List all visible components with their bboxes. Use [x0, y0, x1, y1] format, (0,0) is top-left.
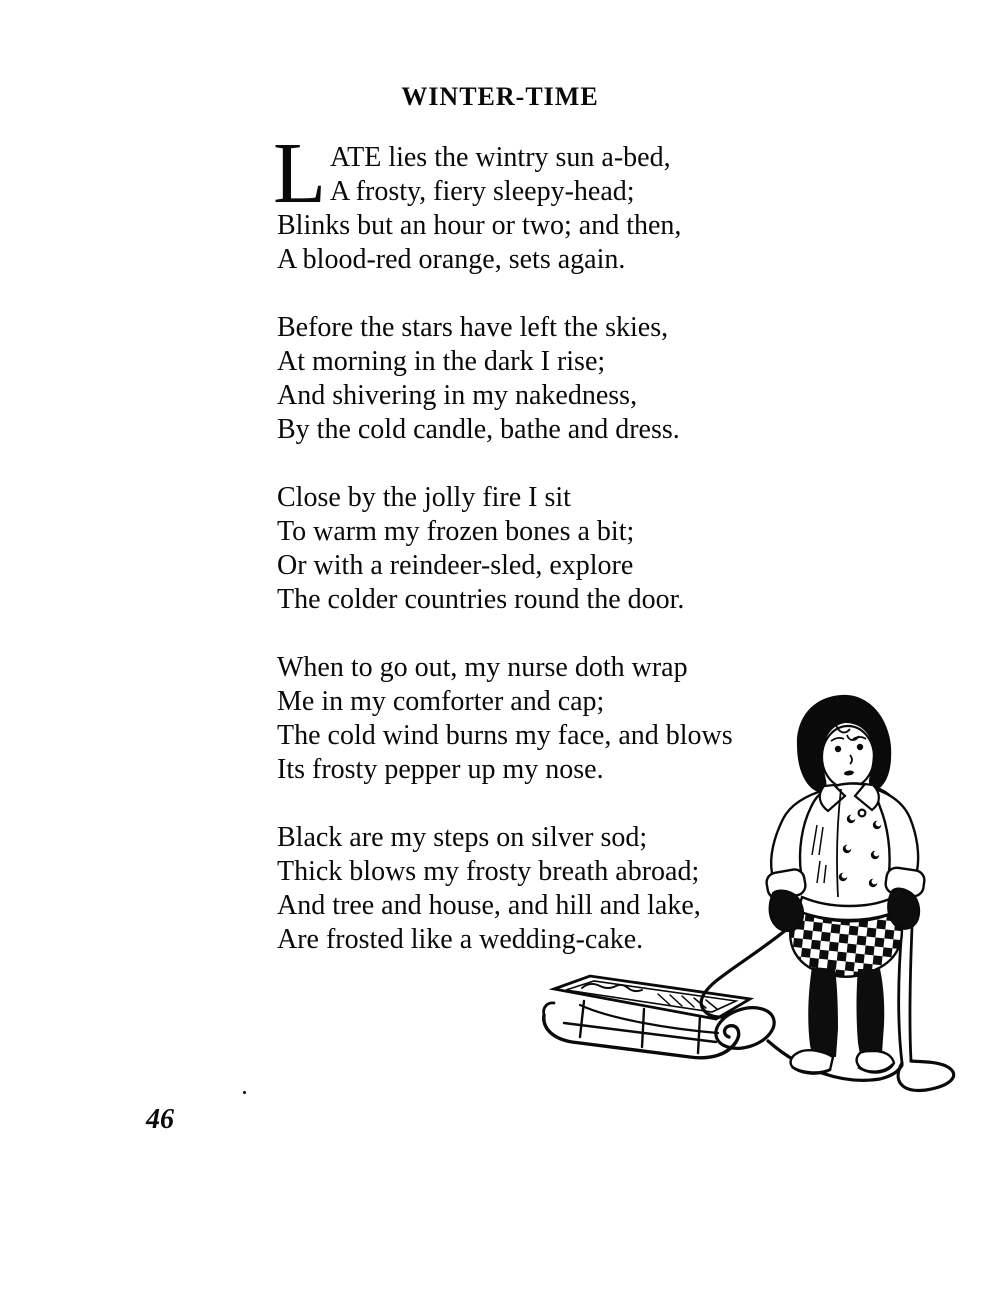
poem-line: The cold wind burns my face, and blows [277, 720, 733, 751]
poem-title: WINTER-TIME [401, 82, 599, 111]
poem-line: The colder countries round the door. [277, 584, 685, 615]
poem-line: Blinks but an hour or two; and then, [277, 210, 682, 241]
poem-line: At morning in the dark I rise; [277, 346, 606, 377]
stanza [277, 481, 757, 617]
poem-line: Black are my steps on silver sod; [277, 822, 648, 853]
poem-line: Thick blows my frosty breath abroad; [277, 856, 700, 887]
poem-line: To warm my frozen bones a bit; [277, 516, 635, 547]
poem-line: A blood-red orange, sets again. [277, 244, 626, 275]
poem-line: Me in my comforter and cap; [277, 686, 605, 717]
poem-line: And shivering in my nakedness, [277, 380, 638, 411]
stanza [273, 124, 757, 277]
poem-line: Before the stars have left the skies, [277, 312, 669, 343]
poem-line: Its frosty pepper up my nose. [277, 754, 604, 785]
poem-line: Are frosted like a wedding-cake. [277, 924, 644, 955]
illustration-child-pulling-sled [540, 685, 965, 1115]
poem-line: A frosty, fiery sleepy-head; [330, 176, 635, 207]
legs [808, 967, 884, 1057]
page-number: 46 [146, 1104, 174, 1135]
poem-line: Close by the jolly fire I sit [277, 482, 571, 513]
poem-line: When to go out, my nurse doth wrap [277, 652, 688, 683]
print-speck [243, 1091, 246, 1094]
poem-line: ATE lies the wintry sun a-bed, [330, 142, 671, 173]
drop-cap: L [273, 124, 327, 221]
stanza [277, 311, 757, 447]
poem-line: By the cold candle, bathe and dress. [277, 414, 680, 445]
poem-line: And tree and house, and hill and lake, [277, 890, 701, 921]
shoes [791, 1050, 894, 1073]
child-figure [765, 695, 926, 1074]
poem-line: Or with a reindeer-sled, explore [277, 550, 634, 581]
